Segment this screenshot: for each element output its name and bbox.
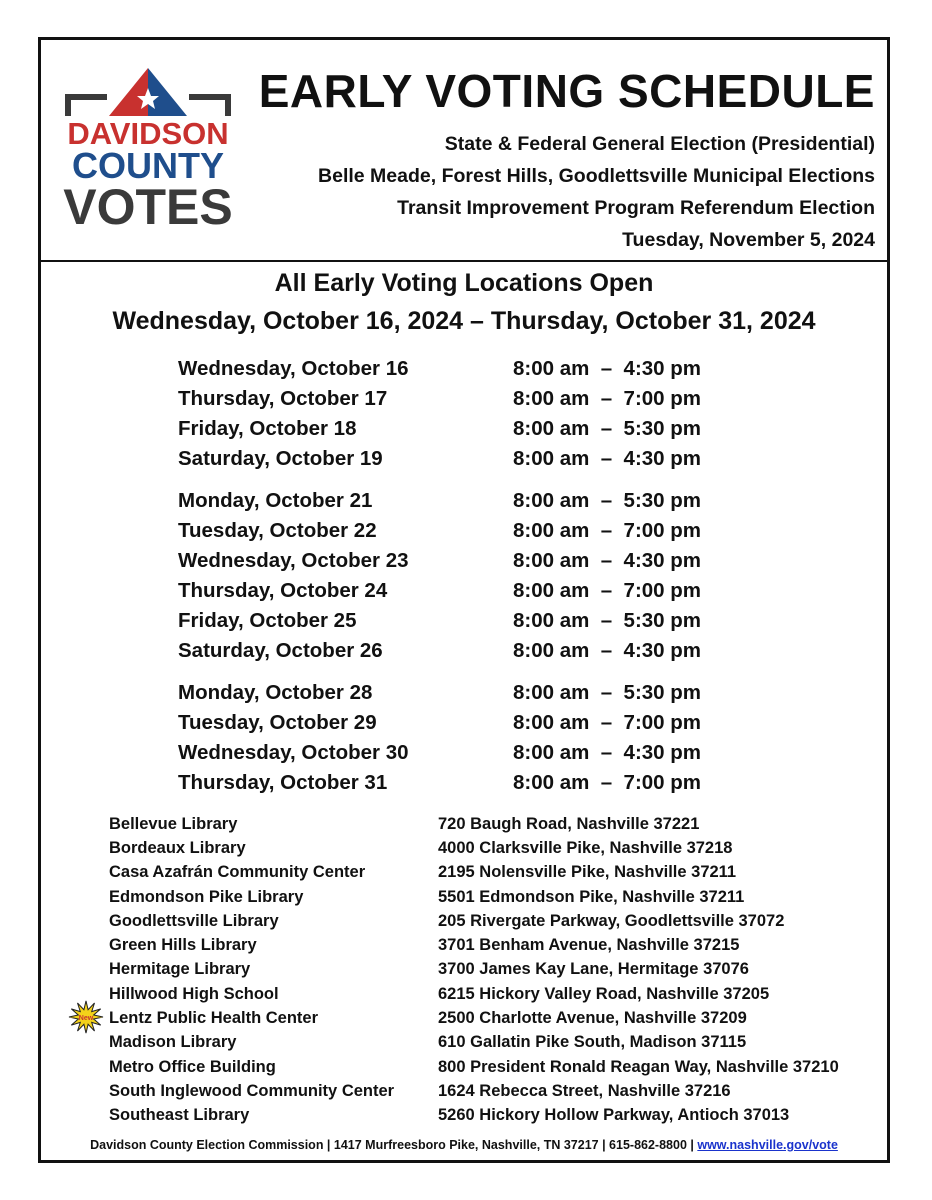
schedule-day: Thursday, October 24	[178, 579, 388, 602]
schedule-day: Tuesday, October 22	[178, 519, 377, 542]
schedule-day: Monday, October 21	[178, 489, 373, 512]
location-row	[109, 933, 879, 957]
svg-text:VOTES: VOTES	[63, 179, 233, 235]
location-row	[109, 982, 879, 1006]
locations-open-heading: All Early Voting Locations Open	[274, 269, 654, 297]
schedule-day: Thursday, October 17	[178, 387, 388, 410]
location-name: Hermitage Library	[109, 960, 251, 979]
footer-link[interactable]: www.nashville.gov/vote	[697, 1138, 838, 1152]
schedule-hours: 8:00 am – 5:30 pm	[513, 489, 702, 512]
schedule-table	[178, 354, 738, 810]
location-row	[109, 812, 879, 836]
location-address: 6215 Hickory Valley Road, Nashville 37205	[438, 984, 770, 1003]
schedule-day: Wednesday, October 30	[178, 741, 409, 764]
schedule-row	[178, 636, 738, 666]
schedule-group	[178, 678, 738, 798]
location-address: 800 President Ronald Reagan Way, Nashville 37210	[438, 1057, 839, 1076]
davidson-county-votes-logo	[59, 64, 237, 244]
schedule-row	[178, 354, 738, 384]
subtitle-line: Transit Improvement Program Referendum Election	[397, 197, 875, 219]
location-address: 1624 Rebecca Street, Nashville 37216	[438, 1081, 731, 1100]
schedule-group	[178, 486, 738, 666]
location-row	[109, 1104, 879, 1128]
schedule-day: Wednesday, October 23	[178, 549, 409, 572]
schedule-row	[178, 546, 738, 576]
schedule-group	[178, 354, 738, 474]
page-frame	[38, 37, 890, 1163]
location-row	[109, 1031, 879, 1055]
location-address: 3701 Benham Avenue, Nashville 37215	[438, 936, 740, 955]
schedule-hours: 8:00 am – 7:00 pm	[513, 711, 702, 734]
new-badge-label: New	[78, 1015, 94, 1023]
header	[41, 40, 887, 262]
location-row	[109, 958, 879, 982]
election-subtitles	[318, 128, 875, 256]
schedule-day: Friday, October 25	[178, 609, 357, 632]
schedule-row	[178, 768, 738, 798]
location-name: South Inglewood Community Center	[109, 1081, 395, 1100]
location-row	[109, 1079, 879, 1103]
locations-list	[78, 812, 879, 1128]
location-name: Hillwood High School	[109, 984, 279, 1003]
subtitle-line: Belle Meade, Forest Hills, Goodlettsville Municipal Elections	[318, 165, 875, 187]
location-address: 720 Baugh Road, Nashville 37221	[438, 814, 700, 833]
location-address: 4000 Clarksville Pike, Nashville 37218	[438, 838, 733, 857]
location-address: 205 Rivergate Parkway, Goodlettsville 37072	[438, 911, 785, 930]
location-row	[109, 885, 879, 909]
schedule-row	[178, 708, 738, 738]
schedule-row	[178, 444, 738, 474]
footer	[41, 1138, 887, 1152]
location-row	[109, 1055, 879, 1079]
schedule-hours: 8:00 am – 4:30 pm	[513, 447, 702, 470]
location-address: 5260 Hickory Hollow Parkway, Antioch 37013	[438, 1106, 790, 1125]
schedule-row	[178, 678, 738, 708]
subtitle-line: State & Federal General Election (Presidential)	[444, 133, 875, 155]
location-name: Edmondson Pike Library	[109, 887, 304, 906]
location-name: Bordeaux Library	[109, 838, 246, 857]
page-title: EARLY VOTING SCHEDULE	[258, 65, 875, 117]
schedule-hours: 8:00 am – 5:30 pm	[513, 609, 702, 632]
schedule-hours: 8:00 am – 4:30 pm	[513, 549, 702, 572]
schedule-hours: 8:00 am – 5:30 pm	[513, 417, 702, 440]
schedule-hours: 8:00 am – 7:00 pm	[513, 387, 702, 410]
schedule-hours: 8:00 am – 7:00 pm	[513, 771, 702, 794]
location-name: Green Hills Library	[109, 936, 257, 955]
election-date: Tuesday, November 5, 2024	[622, 229, 875, 251]
location-row	[78, 1006, 879, 1030]
svg-text:DAVIDSON: DAVIDSON	[67, 116, 229, 151]
schedule-hours: 8:00 am – 7:00 pm	[513, 519, 702, 542]
schedule-hours: 8:00 am – 7:00 pm	[513, 579, 702, 602]
location-name: Madison Library	[109, 1033, 237, 1052]
location-address: 610 Gallatin Pike South, Madison 37115	[438, 1033, 747, 1052]
schedule-day: Tuesday, October 29	[178, 711, 377, 734]
location-address: 5501 Edmondson Pike, Nashville 37211	[438, 887, 745, 906]
footer-contact: Davidson County Election Commission | 1417 Murfreesboro Pike, Nashville, TN 37217 | 615-862-8800 |	[90, 1138, 698, 1152]
schedule-row	[178, 738, 738, 768]
location-address: 2195 Nolensville Pike, Nashville 37211	[438, 863, 737, 882]
new-location-starburst-icon	[67, 1000, 105, 1034]
schedule-hours: 8:00 am – 5:30 pm	[513, 681, 702, 704]
schedule-day: Friday, October 18	[178, 417, 357, 440]
location-name: Casa Azafrán Community Center	[109, 863, 366, 882]
schedule-row	[178, 606, 738, 636]
location-name: Lentz Public Health Center	[109, 1009, 319, 1028]
schedule-day: Saturday, October 26	[178, 639, 383, 662]
schedule-row	[178, 384, 738, 414]
schedule-hours: 8:00 am – 4:30 pm	[513, 357, 702, 380]
location-row	[109, 909, 879, 933]
location-name: Metro Office Building	[109, 1057, 276, 1076]
early-voting-date-range: Wednesday, October 16, 2024 – Thursday, October 31, 2024	[112, 307, 816, 335]
location-name: Bellevue Library	[109, 814, 238, 833]
location-address: 3700 James Kay Lane, Hermitage 37076	[438, 960, 749, 979]
location-name: Goodlettsville Library	[109, 911, 279, 930]
location-row	[109, 861, 879, 885]
schedule-row	[178, 486, 738, 516]
schedule-day: Saturday, October 19	[178, 447, 383, 470]
schedule-hours: 8:00 am – 4:30 pm	[513, 639, 702, 662]
schedule-day: Wednesday, October 16	[178, 357, 409, 380]
schedule-row	[178, 414, 738, 444]
schedule-row	[178, 516, 738, 546]
svg-text:COUNTY: COUNTY	[72, 145, 224, 186]
schedule-row	[178, 576, 738, 606]
schedule-day: Monday, October 28	[178, 681, 373, 704]
schedule-hours: 8:00 am – 4:30 pm	[513, 741, 702, 764]
location-name: Southeast Library	[109, 1106, 250, 1125]
schedule-day: Thursday, October 31	[178, 771, 388, 794]
location-address: 2500 Charlotte Avenue, Nashville 37209	[438, 1009, 747, 1028]
location-row	[109, 836, 879, 860]
